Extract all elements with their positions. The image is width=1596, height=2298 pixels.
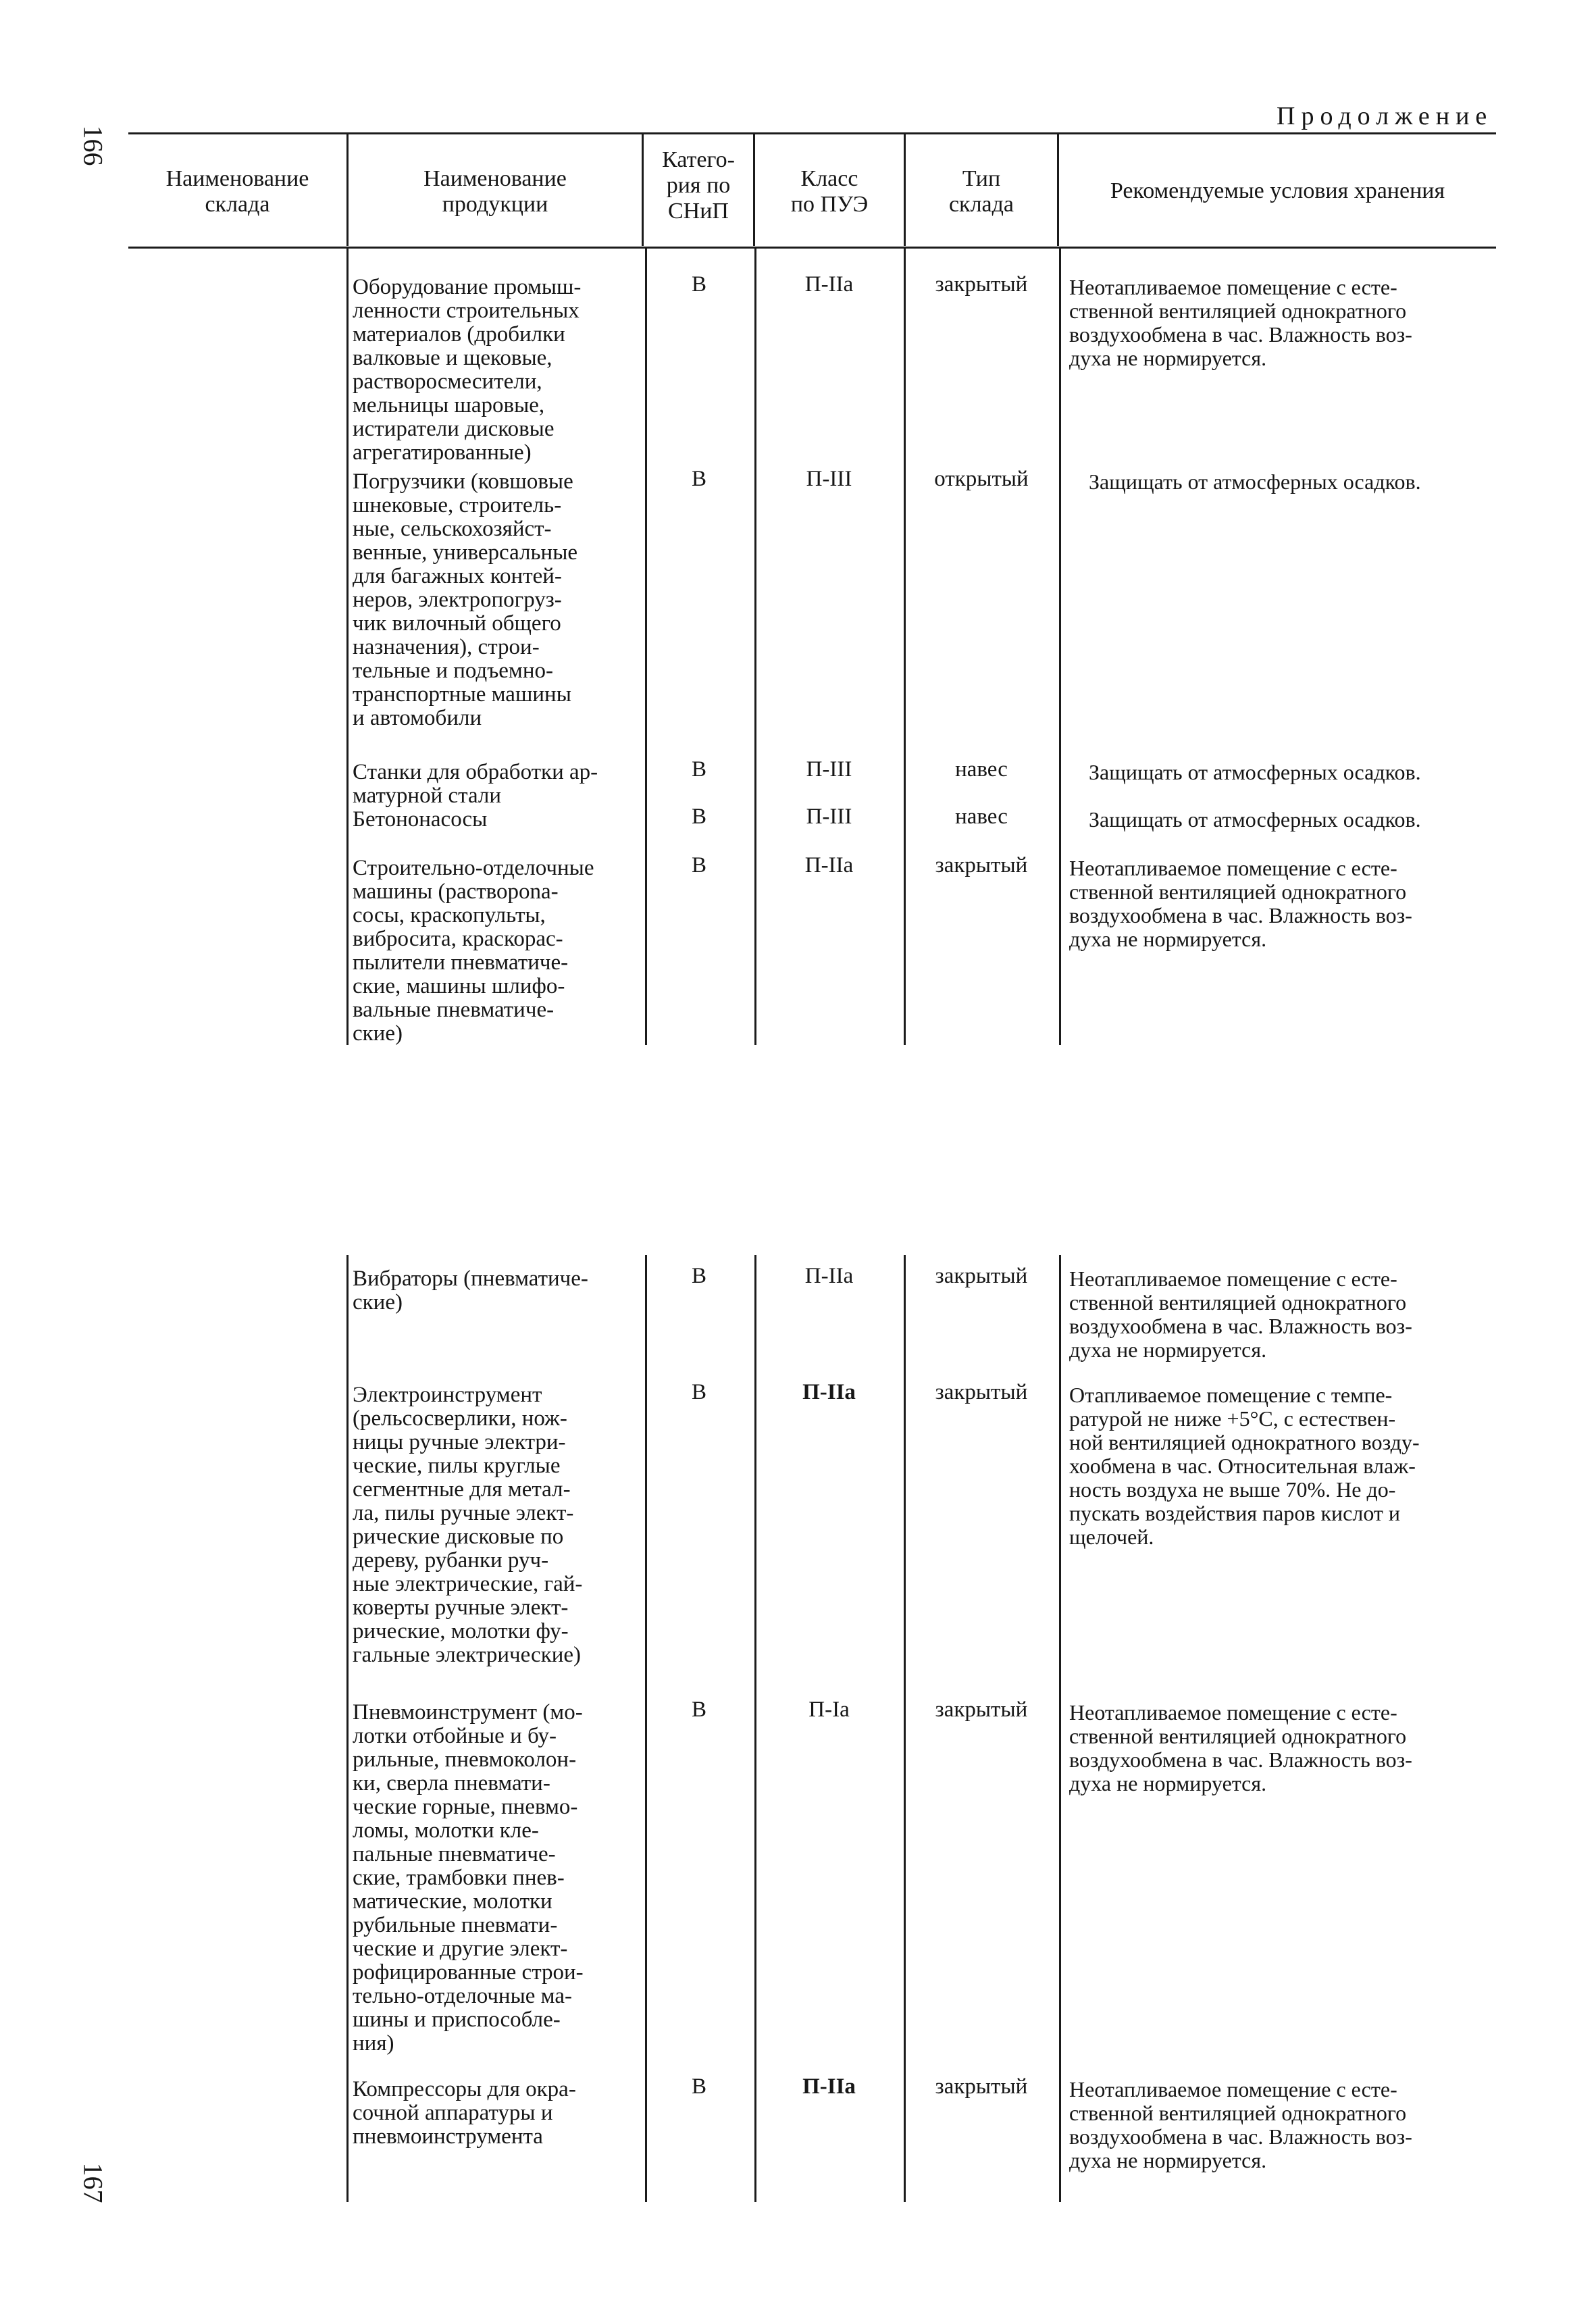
product-name: Станки для обработки ар- матурной стали bbox=[353, 760, 598, 808]
product-name: Оборудование промыш- ленности строительных материалов (дробилки валковые и щековые, растворосмесители, мельницы шаровые, истиратели дисковые агрегатированные) bbox=[353, 275, 582, 465]
category-value: В bbox=[691, 1380, 706, 1404]
category-value: В bbox=[691, 272, 706, 297]
class-value: П-III bbox=[806, 805, 852, 829]
product-name: Погрузчики (ковшовые шнековые, строитель- ные, сельскохозяйст- венные, универсальные для багажных контей- неров, электропогруз- чик вилочный общего назначения), строи- тельные и подъемно- транспортные машины и автомобили bbox=[353, 469, 578, 730]
header-product: Наименование продукции bbox=[423, 166, 567, 217]
storage-conditions: Неотапливаемое помещение с есте- ственной вентиляцией однократного воздухообмена в час. Влажность воз- духа не нормируется. bbox=[1069, 2077, 1412, 2172]
column-divider bbox=[1059, 1255, 1061, 2202]
page-number-top: 166 bbox=[78, 125, 109, 166]
header-type: Тип склада bbox=[948, 166, 1014, 217]
table-top-rule bbox=[128, 132, 1496, 134]
type-value: закрытый bbox=[935, 1380, 1028, 1404]
storage-conditions: Неотапливаемое помещение с есте- ственной вентиляцией однократного воздухообмена в час. Влажность воз- духа не нормируется. bbox=[1069, 275, 1412, 370]
class-value: П-IIа bbox=[804, 272, 854, 297]
product-name: Бетононасосы bbox=[353, 807, 488, 832]
class-value: П-IIа bbox=[802, 2074, 856, 2099]
column-divider bbox=[346, 1255, 349, 2202]
category-value: В bbox=[691, 757, 706, 782]
column-divider bbox=[346, 248, 349, 1045]
category-value: В bbox=[691, 805, 706, 829]
product-name: Строительно-отделочные машины (раствороna- сосы, краскопульты, вибросита, краскорас- пылители пневматиче- ские, машины шлифо- вальные пневматиче- ские) bbox=[353, 856, 594, 1046]
header-warehouse: Наименование склада bbox=[165, 166, 309, 217]
column-divider bbox=[645, 248, 647, 1045]
storage-conditions: Защищать от атмосферных осадков. bbox=[1089, 760, 1421, 784]
continued-label: Продолжение bbox=[1277, 102, 1493, 130]
product-name: Электроинструмент (рельсосверлики, нож- ницы ручные электри- ческие, пилы круглые сегментные для метал- ла, пилы ручные элект- рические дисковые по дереву, рубанки руч- ные электрические, гай- коверты ручные элект- рические, молотки фу- гальные электрические) bbox=[353, 1383, 583, 1667]
type-value: закрытый bbox=[935, 853, 1028, 877]
type-value: закрытый bbox=[935, 1264, 1028, 1288]
type-value: навес bbox=[955, 805, 1008, 829]
product-name: Пневмоинструмент (мо- лотки отбойные и бу- рильные, пневмоколон- ки, сверла пневмати- ческие горные, пневмо- ломы, молотки кле- пальные пневматиче- ские, трамбовки пнев- матические, молотки рубильные пневмати- ческие и другие элект- рофицированные строи- тельно-отделочные ма- шины и приспособле- ния) bbox=[353, 1700, 584, 2056]
type-value: навес bbox=[955, 757, 1008, 782]
page-number-bottom: 167 bbox=[78, 2162, 109, 2203]
category-value: В bbox=[691, 2074, 706, 2099]
class-value: П-III bbox=[806, 467, 852, 491]
type-value: закрытый bbox=[935, 2074, 1028, 2099]
storage-conditions: Неотапливаемое помещение с есте- ственной вентиляцией однократного воздухообмена в час. Влажность воз- духа не нормируется. bbox=[1069, 856, 1412, 951]
column-divider bbox=[904, 248, 906, 1045]
product-name: Вибраторы (пневматиче- ские) bbox=[353, 1267, 588, 1314]
class-value: П-III bbox=[806, 757, 852, 782]
header-bottom-rule bbox=[128, 247, 1496, 249]
header-category: Катего- рия по СНиП bbox=[662, 147, 735, 224]
type-value: открытый bbox=[934, 467, 1029, 491]
category-value: В bbox=[691, 1697, 706, 1722]
column-divider bbox=[754, 248, 756, 1045]
storage-conditions: Отапливаемое помещение с темпе- ратурой не ниже +5°С, с естествен- ной вентиляцией однократного возду- хообмена в час. Относительная влаж- ность воздуха не выше 70%. Не до- пускать воздействия паров кислот и щелочей. bbox=[1069, 1383, 1420, 1549]
storage-conditions: Неотапливаемое помещение с есте- ственной вентиляцией однократного воздухообмена в час. Влажность воз- духа не нормируется. bbox=[1069, 1267, 1412, 1362]
class-value: П-IIа bbox=[804, 853, 854, 877]
class-value: П-IIа bbox=[804, 1264, 854, 1288]
type-value: закрытый bbox=[935, 1697, 1028, 1722]
header-conditions: Рекомендуемые условия хранения bbox=[1110, 178, 1445, 203]
storage-conditions: Защищать от атмосферных осадков. bbox=[1089, 469, 1421, 494]
class-value: П-Iа bbox=[808, 1697, 850, 1722]
class-value: П-IIа bbox=[802, 1380, 856, 1404]
type-value: закрытый bbox=[935, 272, 1028, 297]
storage-conditions: Защищать от атмосферных осадков. bbox=[1089, 807, 1421, 832]
category-value: В bbox=[691, 1264, 706, 1288]
category-value: В bbox=[691, 853, 706, 877]
column-divider bbox=[1059, 248, 1061, 1045]
header-class: Класс по ПУЭ bbox=[790, 166, 869, 217]
category-value: В bbox=[691, 467, 706, 491]
storage-conditions: Неотапливаемое помещение с есте- ственной вентиляцией однократного воздухообмена в час. Влажность воз- духа не нормируется. bbox=[1069, 1700, 1412, 1795]
product-name: Компрессоры для окра- сочной аппаратуры и пневмоинструмента bbox=[353, 2077, 576, 2149]
